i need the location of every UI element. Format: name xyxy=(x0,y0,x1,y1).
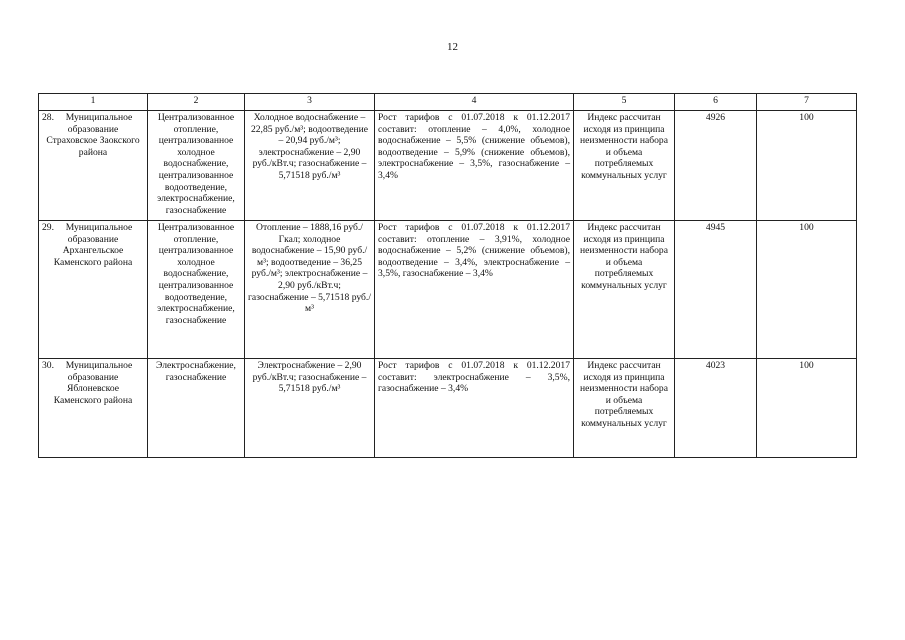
index-basis-cell: Индекс рассчитан исходя из принципа неизменности набора и объема потребляемых коммунальных услуг xyxy=(574,221,675,359)
value-cell-col6: 4926 xyxy=(675,111,757,221)
column-header: 1 xyxy=(39,94,148,111)
tariffs-cell: Отопление – 1888,16 руб./Гкал; холодное водоснабжение – 15,90 руб./м³; водоотведение – 36,25 руб./м³; электроснабжение – 2,90 руб./кВт.ч; газоснабжение – 5,71518 руб./м³ xyxy=(245,221,375,359)
header-row xyxy=(39,94,857,111)
column-header: 3 xyxy=(245,94,375,111)
municipality-cell xyxy=(39,359,148,458)
growth-cell: Рост тарифов с 01.07.2018 к 01.12.2017 составит: отопление – 3,91%, холодное водоснабжение – 5,2% (снижение объемов), водоотведение – 3,4%, электроснабжение – 3,5%, газоснабжение – 3,4% xyxy=(375,221,574,359)
value-cell-col7: 100 xyxy=(757,359,857,458)
index-basis-cell: Индекс рассчитан исходя из принципа неизменности набора и объема потребляемых коммунальных услуг xyxy=(574,359,675,458)
value-cell-col6: 4945 xyxy=(675,221,757,359)
services-cell: Электроснабжение, газоснабжение xyxy=(148,359,245,458)
value-cell-col7: 100 xyxy=(757,111,857,221)
services-cell: Централизованное отопление, централизованное холодное водоснабжение, централизованное водоотведение, электроснабжение, газоснабжение xyxy=(148,111,245,221)
column-header: 2 xyxy=(148,94,245,111)
table-row xyxy=(39,111,857,221)
municipality-cell xyxy=(39,221,148,359)
table-row xyxy=(39,359,857,458)
municipality-cell xyxy=(39,111,148,221)
page-number: 12 xyxy=(447,41,458,53)
tariffs-cell: Электроснабжение – 2,90 руб./кВт.ч; газоснабжение – 5,71518 руб./м³ xyxy=(245,359,375,458)
value-cell-col7: 100 xyxy=(757,221,857,359)
row-number: 28. xyxy=(42,112,54,123)
row-number: 30. xyxy=(42,360,54,371)
value-cell-col6: 4023 xyxy=(675,359,757,458)
municipality-name: Муниципальное образование Архангельское Каменского района xyxy=(53,222,133,268)
municipality-name: Муниципальное образование Страховское Заокского района xyxy=(46,112,140,158)
growth-cell: Рост тарифов с 01.07.2018 к 01.12.2017 составит: отопление – 4,0%, холодное водоснабжение – 5,5% (снижение объемов), водоотведение – 5,9% (снижение объемов), электроснабжение – 3,5%, газоснабжение – 3,4% xyxy=(375,111,574,221)
municipality-name: Муниципальное образование Яблоневское Каменского района xyxy=(53,360,133,406)
services-cell: Централизованное отопление, централизованное холодное водоснабжение, централизованное водоотведение, электроснабжение, газоснабжение xyxy=(148,221,245,359)
table-row xyxy=(39,221,857,359)
column-header: 4 xyxy=(375,94,574,111)
column-header: 6 xyxy=(675,94,757,111)
growth-cell: Рост тарифов с 01.07.2018 к 01.12.2017 составит: электроснабжение – 3,5%, газоснабжение – 3,4% xyxy=(375,359,574,458)
tariff-table xyxy=(38,93,857,458)
tariffs-cell: Холодное водоснабжение – 22,85 руб./м³; водоотведение – 20,94 руб./м³; электроснабжение – 2,90 руб./кВт.ч; газоснабжение – 5,71518 руб./м³ xyxy=(245,111,375,221)
column-header: 7 xyxy=(757,94,857,111)
index-basis-cell: Индекс рассчитан исходя из принципа неизменности набора и объема потребляемых коммунальных услуг xyxy=(574,111,675,221)
row-number: 29. xyxy=(42,222,54,233)
column-header: 5 xyxy=(574,94,675,111)
